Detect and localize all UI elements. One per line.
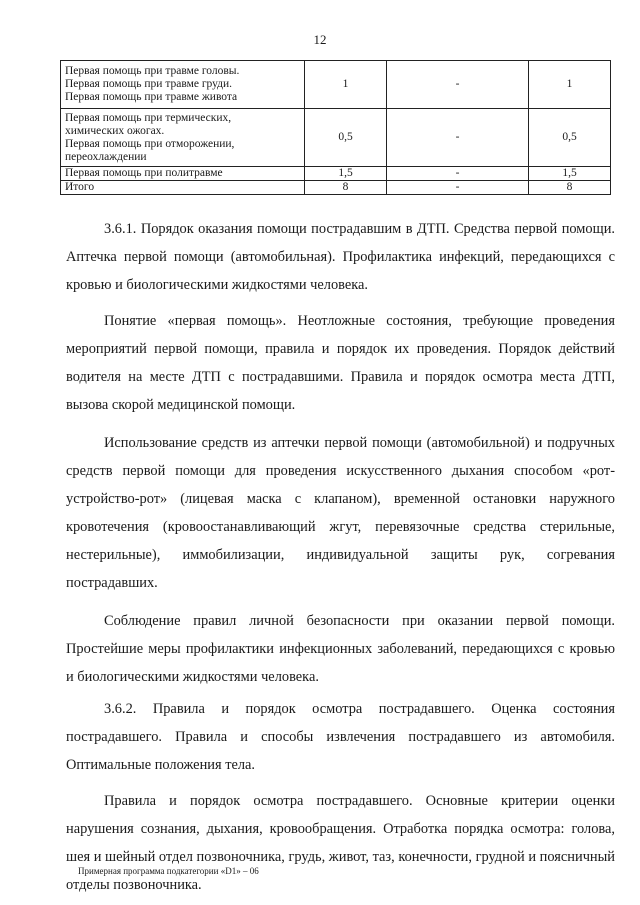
paragraph-first-aid-concept: Понятие «первая помощь». Неотложные состояния, требующие проведения мероприятий первой помощи, правила и порядок их проведения. Порядок действий водителя на месте ДТП с пострадавшими. Правила и порядок осмотра места ДТП, вызова скорой медицинской помощи.	[66, 313, 615, 413]
page-number: 12	[313, 32, 327, 47]
hours-cell-col2: -	[387, 109, 529, 167]
table-row	[61, 61, 611, 109]
topic-cell	[61, 167, 305, 181]
topic-cell	[61, 61, 305, 109]
hours-cell-col1: 1,5	[305, 167, 387, 181]
paragraph-examination-order: Правила и порядок осмотра пострадавшего. Основные критерии оценки нарушения сознания, дыхания, кровообращения. Отработка порядка осмотра: голова, шея и шейный отдел позвоночника, грудь, живот, таз, конечности, грудной и поясничный отделы позвоночника.	[66, 793, 615, 893]
paragraph-3-6-1: 3.6.1. Порядок оказания помощи пострадавшим в ДТП. Средства первой помощи. Аптечка первой помощи (автомобильная). Профилактика инфекций, передающихся с кровью и биологическими жидкостями человека.	[66, 221, 615, 293]
table-row	[61, 109, 611, 167]
footer-note: Примерная программа подкатегории «D1» – 06	[78, 866, 259, 876]
topic-cell	[61, 181, 305, 195]
topic-line: переохлаждении	[65, 150, 147, 163]
table-row	[61, 167, 611, 181]
hours-cell-col3: 1	[529, 61, 611, 109]
hours-table	[60, 60, 611, 195]
paragraph-personal-safety: Соблюдение правил личной безопасности при оказании первой помощи. Простейшие меры профилактики инфекционных заболеваний, передающихся с кровью и биологическими жидкостями человека.	[66, 613, 615, 685]
hours-cell-col2: -	[387, 167, 529, 181]
body-text	[66, 215, 615, 899]
paragraph-first-aid-kit-usage: Использование средств из аптечки первой помощи (автомобильной) и подручных средств первой помощи для проведения искусственного дыхания способом «рот-устройство-рот» (лицевая маска с клапаном), временной остановки наружного кровотечения (кровоостанавливающий жгут, перевязочные средства стерильные, нестерильные), иммобилизации, индивидуальной защиты рук, согревания пострадавших.	[66, 435, 615, 591]
topic-line: Первая помощь при политравме	[65, 167, 223, 179]
hours-cell-col1: 1	[305, 61, 387, 109]
topic-line: Первая помощь при отморожении,	[65, 137, 235, 150]
topic-line: Первая помощь при травме груди.	[65, 78, 233, 90]
hours-cell-col3: 8	[529, 181, 611, 195]
hours-cell-col3: 1,5	[529, 167, 611, 181]
topic-line: Итого	[65, 181, 95, 193]
topic-cell	[61, 109, 305, 167]
topic-line: Первая помощь при термических,	[65, 111, 232, 124]
hours-cell-col1: 0,5	[305, 109, 387, 167]
topic-line: Первая помощь при травме головы.	[65, 65, 240, 77]
paragraph-3-6-2: 3.6.2. Правила и порядок осмотра пострадавшего. Оценка состояния пострадавшего. Правила и способы извлечения пострадавшего из автомобиля. Оптимальные положения тела.	[66, 701, 615, 773]
hours-cell-col2: -	[387, 61, 529, 109]
hours-cell-col2: -	[387, 181, 529, 195]
hours-cell-col1: 8	[305, 181, 387, 195]
topic-line: Первая помощь при травме живота	[65, 91, 238, 103]
hours-cell-col3: 0,5	[529, 109, 611, 167]
table-row	[61, 181, 611, 195]
topic-line: химических ожогах.	[65, 124, 165, 137]
